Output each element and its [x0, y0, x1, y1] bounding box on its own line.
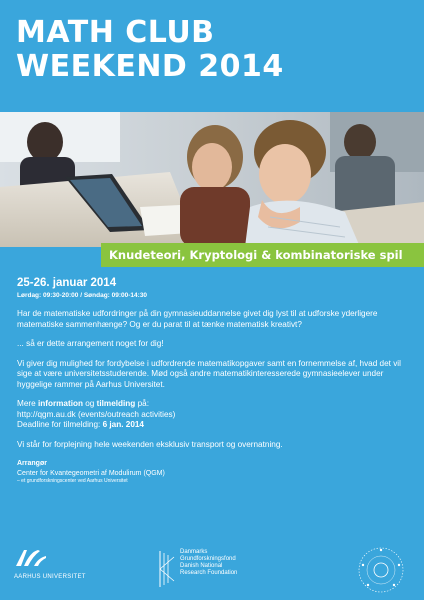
- title-line-1: MATH CLUB: [16, 15, 215, 50]
- organizer-label: Arrangør: [17, 460, 47, 467]
- website-link[interactable]: http://qgm.au.dk (events/outreach activities): [17, 409, 176, 419]
- description-paragraph: Vi giver dig mulighed for fordybelse i udfordrende matematikopgaver samt en fornemmelse af, hvad det vil sige at være universitetsstuderende. Mød også andre matematikinteresserede gymnasieelever under hyggelige rammer på Aarhus Universitet.: [17, 358, 401, 389]
- dnrf-line-2: Grundforskningsfond: [180, 556, 236, 562]
- au-logo-text: AARHUS UNIVERSITET: [14, 574, 86, 580]
- deadline-date: 6 jan. 2014: [102, 420, 144, 429]
- more-info-block: [17, 399, 412, 431]
- call-to-action: ... så er dette arrangement noget for dig!: [17, 339, 164, 348]
- students-photo: [0, 112, 424, 247]
- organizer-name: Center for Kvantegeometri af Modulirum (QGM): [17, 470, 165, 477]
- title-line-2: WEEKEND 2014: [16, 49, 284, 84]
- aarhus-university-logo: [14, 548, 114, 580]
- more-suffix: på:: [135, 399, 149, 408]
- more-prefix: Mere: [17, 399, 38, 408]
- more-and: og: [82, 399, 97, 408]
- event-times: Lørdag: 09:30-20:00 / Søndag: 09:00-14:30: [17, 292, 148, 299]
- qgm-seal-logo: [356, 545, 406, 595]
- event-date: 25-26. januar 2014: [17, 277, 117, 289]
- catering-note: Vi står for forplejning hele weekenden eksklusiv transport og overnatning.: [17, 439, 283, 449]
- event-details: [17, 276, 412, 485]
- intro-paragraph: Har de matematiske udfordringer på din gymnasieuddannelse givet dig lyst til at udforske yderligere matematiske sammenhænge? Og er du parat til at tænke matematisk kreativt?: [17, 309, 378, 329]
- subtitle-band: Knudeteori, Kryptologi & kombinatoriske spil: [101, 243, 424, 267]
- signup-word: tilmelding: [96, 399, 136, 408]
- dnrf-logo-text: [180, 549, 260, 577]
- poster-title: [16, 16, 284, 84]
- dnrf-logo: [158, 549, 238, 593]
- deadline-label: Deadline for tilmelding:: [17, 420, 103, 429]
- au-seal-icon: [14, 548, 48, 568]
- dnrf-line-4: Research Foundation: [180, 570, 238, 576]
- dnrf-line-3: Danish National: [180, 563, 223, 569]
- dnrf-emblem-icon: [158, 549, 176, 589]
- dnrf-line-1: Danmarks: [180, 549, 208, 555]
- info-word: information: [37, 399, 83, 408]
- organizer-subtitle: – et grundforskningscenter ved Aarhus Universitet: [17, 478, 128, 484]
